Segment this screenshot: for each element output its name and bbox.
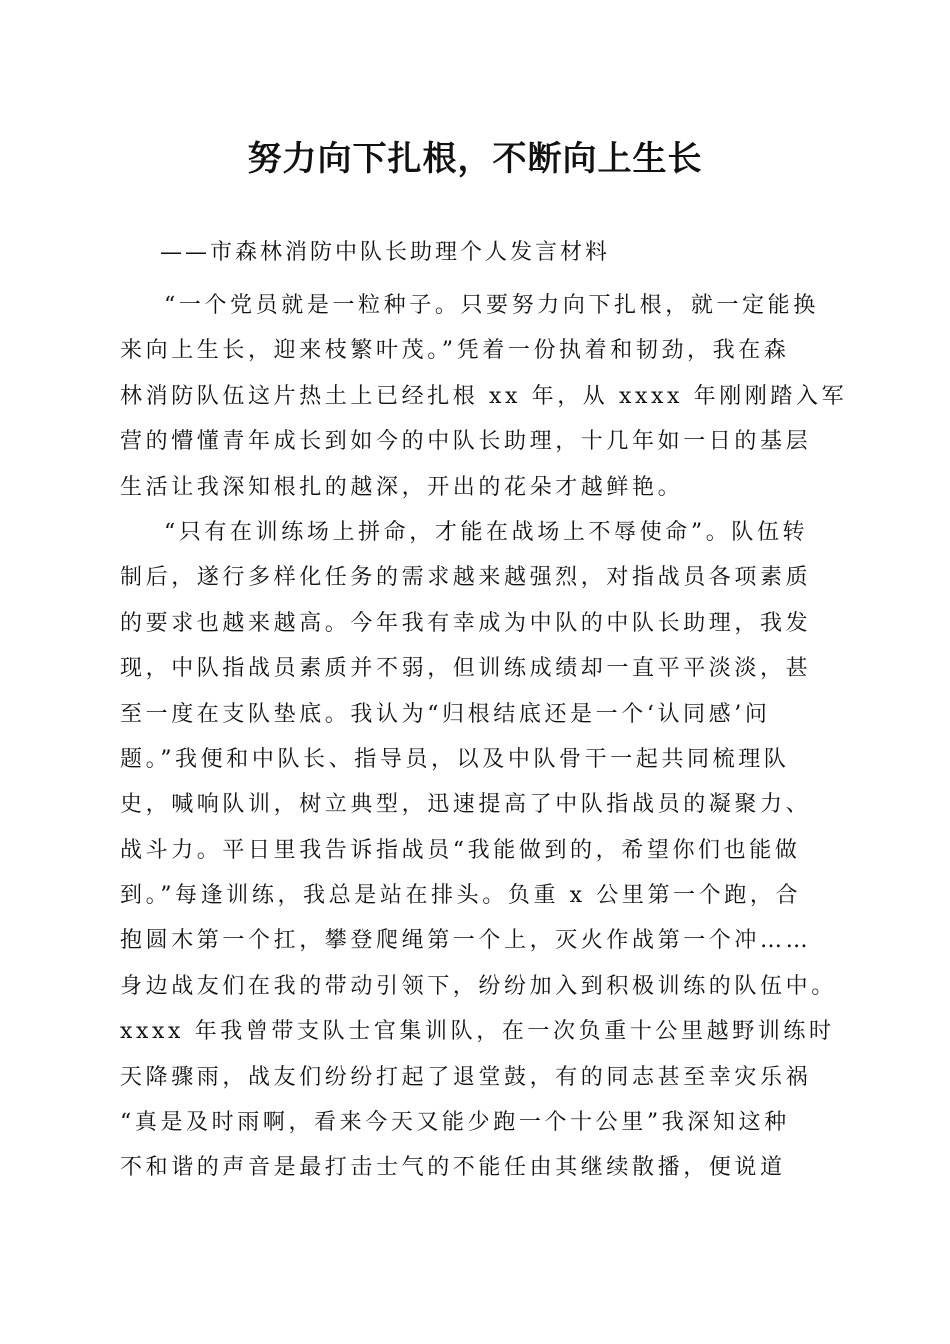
body-line: “一个党员就是一粒种子。只要努力向下扎根，就一定能换 [164,293,819,318]
document-subtitle: ——市森林消防中队长助理个人发言材料 [160,240,611,265]
body-line: 来向上生长，迎来枝繁叶茂。”凭着一份执着和韧劲，我在森 [120,338,790,364]
document-body [120,283,848,1191]
body-line: 现，中队指战员素质并不弱，但训练成绩却一直平平淡淡，甚 [120,656,812,682]
body-line: 到。”每逢训练，我总是站在排头。负重 x 公里第一个跑，合 [120,883,802,909]
body-line: 题。”我便和中队长、指导员，以及中队骨干一起共同梳理队 [120,746,790,772]
body-line: 史，喊响队训，树立典型，迅速提高了中队指战员的凝聚力、 [120,792,812,818]
body-line: “只有在训练场上拼命，才能在战场上不辱使命”。队伍转 [164,519,809,545]
body-line: 至一度在支队垫底。我认为“归根结底还是一个‘认同感’问 [120,701,771,727]
document-title: 努力向下扎根，不断向上生长 [247,139,703,179]
body-line: 天降骤雨，战友们纷纷打起了退堂鼓，有的同志甚至幸灾乐祸 [120,1064,812,1090]
body-line: 战斗力。平日里我告诉指战员“我能做到的，希望你们也能做 [120,837,801,863]
body-line: xxxx 年我曾带支队士官集训队，在一次负重十公里越野训练时 [120,1019,835,1045]
body-line: 的要求也越来越高。今年我有幸成为中队的中队长助理，我发 [120,610,812,636]
body-line: 身边战友们在我的带动引领下，纷纷加入到积极训练的队伍中。 [120,973,837,999]
body-line: 不和谐的声音是最打击士气的不能任由其继续散播，便说道 [120,1155,786,1181]
body-line: 生活让我深知根扎的越深，开出的花朵才越鲜艳。 [120,474,684,500]
body-line: 营的懵懂青年成长到如今的中队长助理，十几年如一日的基层 [120,429,812,455]
body-line: 林消防队伍这片热土上已经扎根 xx 年，从 xxxx 年刚刚踏入军 [120,383,848,409]
body-line: “真是及时雨啊，看来今天又能少跑一个十公里”我深知这种 [120,1110,790,1136]
body-line: 制后，遂行多样化任务的需求越来越强烈，对指战员各项素质 [120,565,812,591]
body-line: 抱圆木第一个扛，攀登爬绳第一个上，灭火作战第一个冲…… [120,928,812,954]
